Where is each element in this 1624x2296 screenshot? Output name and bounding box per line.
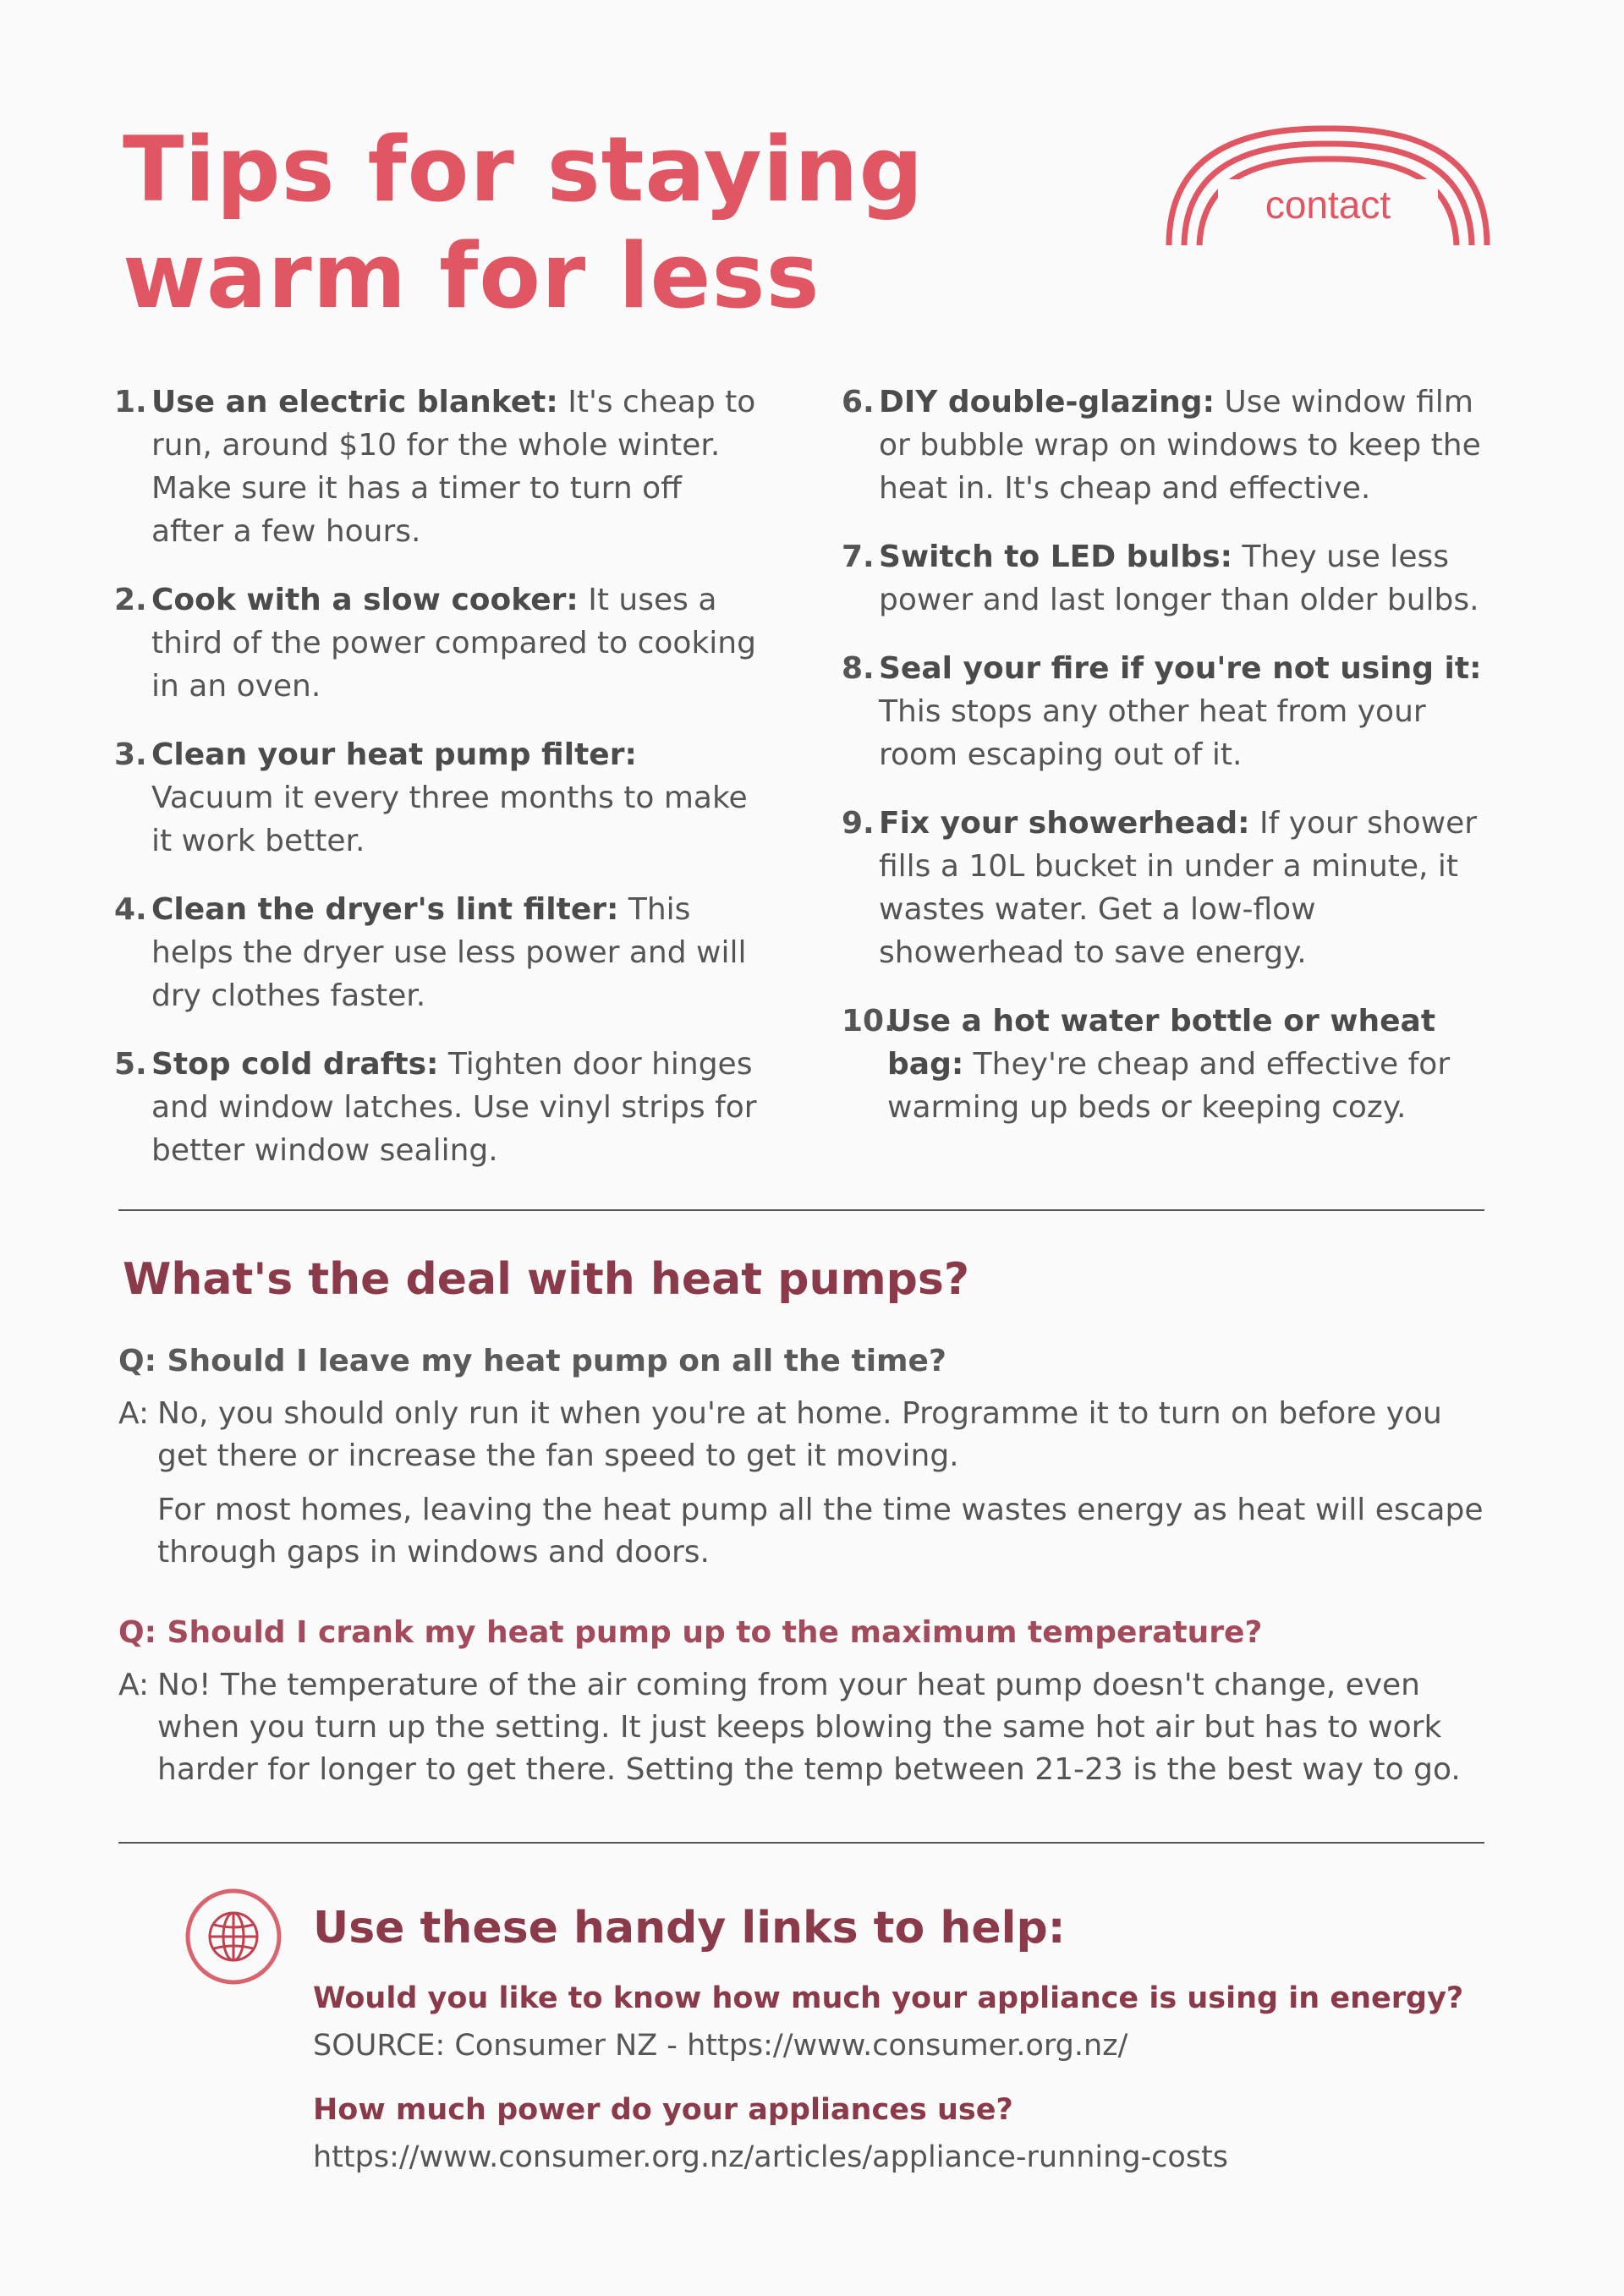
tip-lead: Stop cold drafts: [151, 1047, 439, 1082]
tip-text: Vacuum it every three months to make it work better. [151, 781, 748, 858]
tip-number: 1. [114, 385, 147, 419]
link-question: Would you like to know how much your appliance is using in energy? [313, 1981, 1464, 2015]
tips-list-right [842, 381, 1493, 1154]
tip-text: Use window film or bubble wrap on windows to keep the heat in. It's cheap and effective. [879, 385, 1481, 506]
heat-pumps-heading: What's the deal with heat pumps? [123, 1254, 969, 1305]
tip-lead: DIY double-glazing: [879, 385, 1215, 419]
tip-lead: Seal your fire if you're not using it: [879, 651, 1482, 686]
tip-number: 5. [114, 1047, 147, 1082]
title-line-2: warm for less [123, 224, 820, 328]
globe-icon [184, 1888, 283, 1986]
tip-number: 9. [842, 806, 875, 841]
tip-lead: Cook with a slow cooker: [151, 583, 579, 617]
tip-lead: Use an electric blanket: [151, 385, 558, 419]
links-heading: Use these handy links to help: [313, 1903, 1066, 1954]
link-source[interactable]: https://www.consumer.org.nz/articles/appliance-running-costs [313, 2140, 1229, 2174]
page-title [123, 117, 968, 330]
tip-number: 4. [114, 892, 147, 927]
logo-text: contact [1265, 183, 1391, 227]
tip-text: This stops any other heat from your room escaping out of it. [879, 694, 1426, 772]
faq-answer [118, 1664, 1489, 1791]
answer-label: A: [118, 1396, 150, 1431]
answer-text: For most homes, leaving the heat pump all the time wastes energy as heat will escape through gaps in windows and doors. [157, 1493, 1484, 1570]
contact-logo [1159, 118, 1497, 254]
tip-lead: Clean the dryer's lint filter: [151, 892, 619, 927]
tip-lead: Fix your showerhead: [879, 806, 1250, 841]
answer-text: No! The temperature of the air coming from your heat pump doesn't change, even when you turn up the setting. It just keeps blowing the same hot air but has to work harder for longer to get there. Setting the temp between 21-23 is the best way to go. [157, 1668, 1461, 1787]
section-divider [118, 1209, 1484, 1211]
section-divider [118, 1842, 1484, 1844]
tip-item [114, 733, 757, 863]
answer-label: A: [118, 1668, 150, 1702]
tip-text: This helps the dryer use less power and will dry clothes faster. [151, 892, 747, 1013]
tip-lead: Use a hot water bottle or wheat bag: [887, 1004, 1436, 1082]
tip-text: It uses a third of the power compared to cooking in an oven. [151, 583, 756, 704]
faq-answer-continued [118, 1489, 1489, 1574]
tip-number: 7. [842, 540, 875, 574]
faq-question: Q: Should I leave my heat pump on all the time? [118, 1344, 946, 1378]
tip-text: They use less power and last longer than older bulbs. [879, 540, 1479, 617]
tip-number: 2. [114, 583, 147, 617]
tip-number: 10. [842, 1004, 896, 1038]
tip-lead: Switch to LED bulbs: [879, 540, 1232, 574]
tip-item [842, 1000, 1493, 1129]
tip-item [842, 381, 1493, 510]
tip-number: 3. [114, 737, 147, 772]
link-question: How much power do your appliances use? [313, 2093, 1013, 2127]
tip-item [114, 578, 757, 708]
tip-item [842, 535, 1493, 622]
tip-item [842, 647, 1493, 776]
link-source[interactable]: SOURCE: Consumer NZ - https://www.consumer.org.nz/ [313, 2029, 1128, 2063]
tip-number: 6. [842, 385, 875, 419]
tip-item [114, 1043, 757, 1172]
faq-item [118, 1612, 1489, 1803]
tip-item [114, 381, 757, 553]
faq-item [118, 1340, 1489, 1586]
tip-item [114, 888, 757, 1017]
tips-list-left [114, 381, 757, 1197]
links-section [313, 1899, 1497, 2198]
tip-text: It's cheap to run, around $10 for the whole winter. Make sure it has a timer to turn off after a few hours. [151, 385, 756, 549]
title-line-1: Tips for staying [123, 118, 924, 222]
tip-lead: Clean your heat pump filter: [151, 737, 637, 772]
faq-answer [118, 1393, 1489, 1477]
tip-number: 8. [842, 651, 875, 686]
faq-question: Q: Should I crank my heat pump up to the maximum temperature? [118, 1615, 1263, 1650]
answer-text: No, you should only run it when you're at home. Programme it to turn on before you get there or increase the fan speed to get it moving. [157, 1396, 1442, 1473]
tip-text: Tighten door hinges and window latches. Use vinyl strips for better window sealing. [151, 1047, 757, 1168]
tip-text: They're cheap and effective for warming up beds or keeping cozy. [887, 1047, 1451, 1125]
tip-text: If your shower fills a 10L bucket in under a minute, it wastes water. Get a low-flow showerhead to save energy. [879, 806, 1478, 970]
tip-item [842, 802, 1493, 974]
